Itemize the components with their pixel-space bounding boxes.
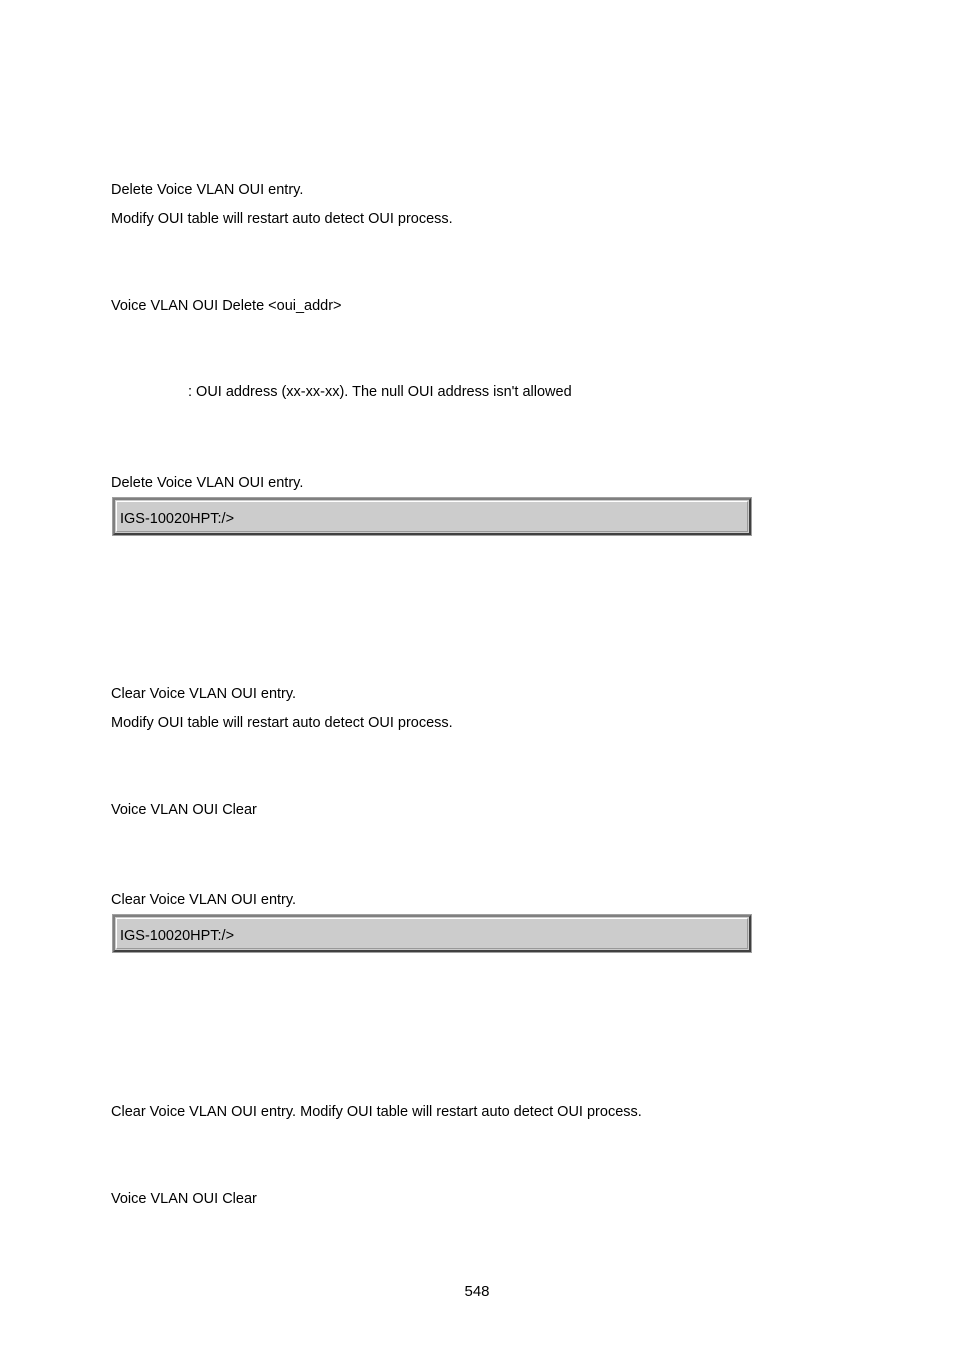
clear-description-line1: Clear Voice VLAN OUI entry. [111,686,297,702]
delete-description-line1: Delete Voice VLAN OUI entry. [111,182,304,198]
clear2-description: Clear Voice VLAN OUI entry. Modify OUI table will restart auto detect OUI process. [111,1104,642,1120]
delete-example-cli-inner [116,501,748,532]
delete-example-description: Delete Voice VLAN OUI entry. [111,475,304,491]
clear-example-description: Clear Voice VLAN OUI entry. [111,892,297,908]
clear-example-cli-box [113,915,751,952]
clear-syntax: Voice VLAN OUI Clear [111,802,257,818]
delete-parameter-description: : OUI address (xx-xx-xx). The null OUI address isn't allowed [188,384,572,400]
clear-description-line2: Modify OUI table will restart auto detect OUI process. [111,715,453,731]
clear-example-cli-inner [116,918,748,949]
delete-example-cli-box [113,498,751,535]
delete-syntax: Voice VLAN OUI Delete <oui_addr> [111,298,342,314]
delete-description-line2: Modify OUI table will restart auto detect OUI process. [111,211,453,227]
delete-example-cli-prompt: IGS-10020HPT:/> [120,511,235,527]
clear2-syntax: Voice VLAN OUI Clear [111,1191,257,1207]
page-number: 548 [464,1283,490,1300]
clear-example-cli-prompt: IGS-10020HPT:/> [120,928,235,944]
